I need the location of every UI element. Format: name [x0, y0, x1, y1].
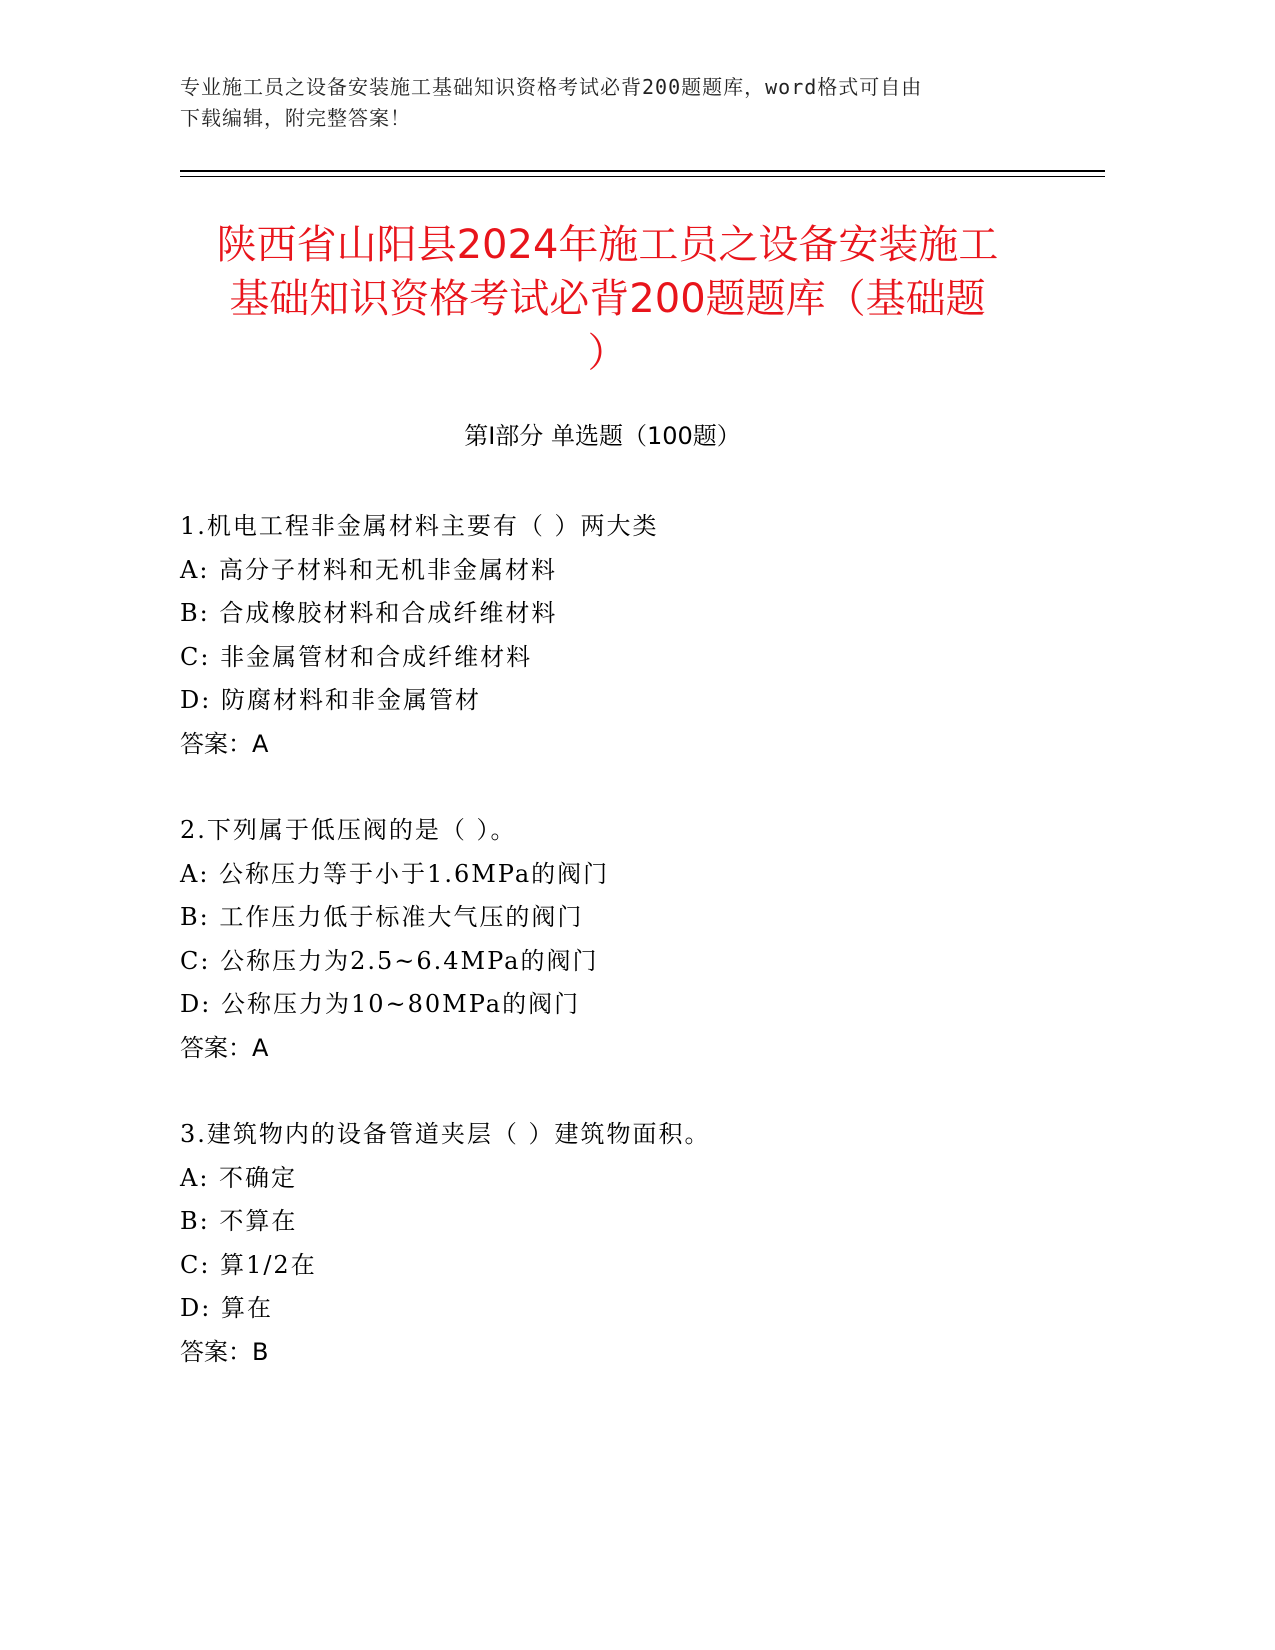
answer: 答案：A — [180, 1033, 269, 1062]
question-stem: 2.下列属于低压阀的是（ ）。 — [180, 816, 517, 844]
question-3 — [180, 1113, 1080, 1374]
header-note-line-2: 下载编辑，附完整答案！ — [180, 106, 411, 130]
answer: 答案：B — [180, 1337, 269, 1366]
option-d: D: 公称压力为10~80MPa的阀门 — [180, 990, 581, 1018]
option-a: A: 高分子材料和无机非金属材料 — [180, 555, 558, 584]
header-note — [180, 72, 1060, 134]
option-a: A: 公称压力等于小于1.6MPa的阀门 — [180, 859, 610, 888]
option-b: B: 合成橡胶材料和合成纤维材料 — [180, 599, 558, 627]
document-title-line-2: 基础知识资格考试必背200题题库（基础题 — [229, 276, 986, 322]
question-stem: 3.建筑物内的设备管道夹层（ ）建筑物面积。 — [180, 1120, 711, 1148]
header-divider-thin — [180, 176, 1105, 177]
document-title — [170, 218, 1045, 380]
answer: 答案：A — [180, 729, 269, 758]
option-d: D: 算在 — [180, 1294, 273, 1322]
document-title-line-1: 陕西省山阳县2024年施工员之设备安装施工 — [216, 222, 999, 268]
option-d: D: 防腐材料和非金属管材 — [180, 686, 481, 714]
option-b: B: 工作压力低于标准大气压的阀门 — [180, 903, 584, 931]
option-c: C: 公称压力为2.5~6.4MPa的阀门 — [180, 946, 599, 975]
option-a: A: 不确定 — [180, 1163, 298, 1192]
question-1 — [180, 505, 1080, 766]
question-list — [180, 505, 1080, 1417]
section-heading: 第Ⅰ部分 单选题（100题） — [464, 422, 741, 450]
option-c: C: 非金属管材和合成纤维材料 — [180, 642, 533, 671]
option-c: C: 算1/2在 — [180, 1250, 317, 1279]
document-title-line-3: ） — [587, 330, 628, 376]
header-note-line-1: 专业施工员之设备安装施工基础知识资格考试必背200题题库，word格式可自由 — [180, 75, 923, 99]
option-b: B: 不算在 — [180, 1207, 298, 1235]
header-divider-thick — [180, 170, 1105, 172]
question-stem: 1.机电工程非金属材料主要有（ ）两大类 — [180, 512, 659, 540]
question-2 — [180, 809, 1080, 1070]
